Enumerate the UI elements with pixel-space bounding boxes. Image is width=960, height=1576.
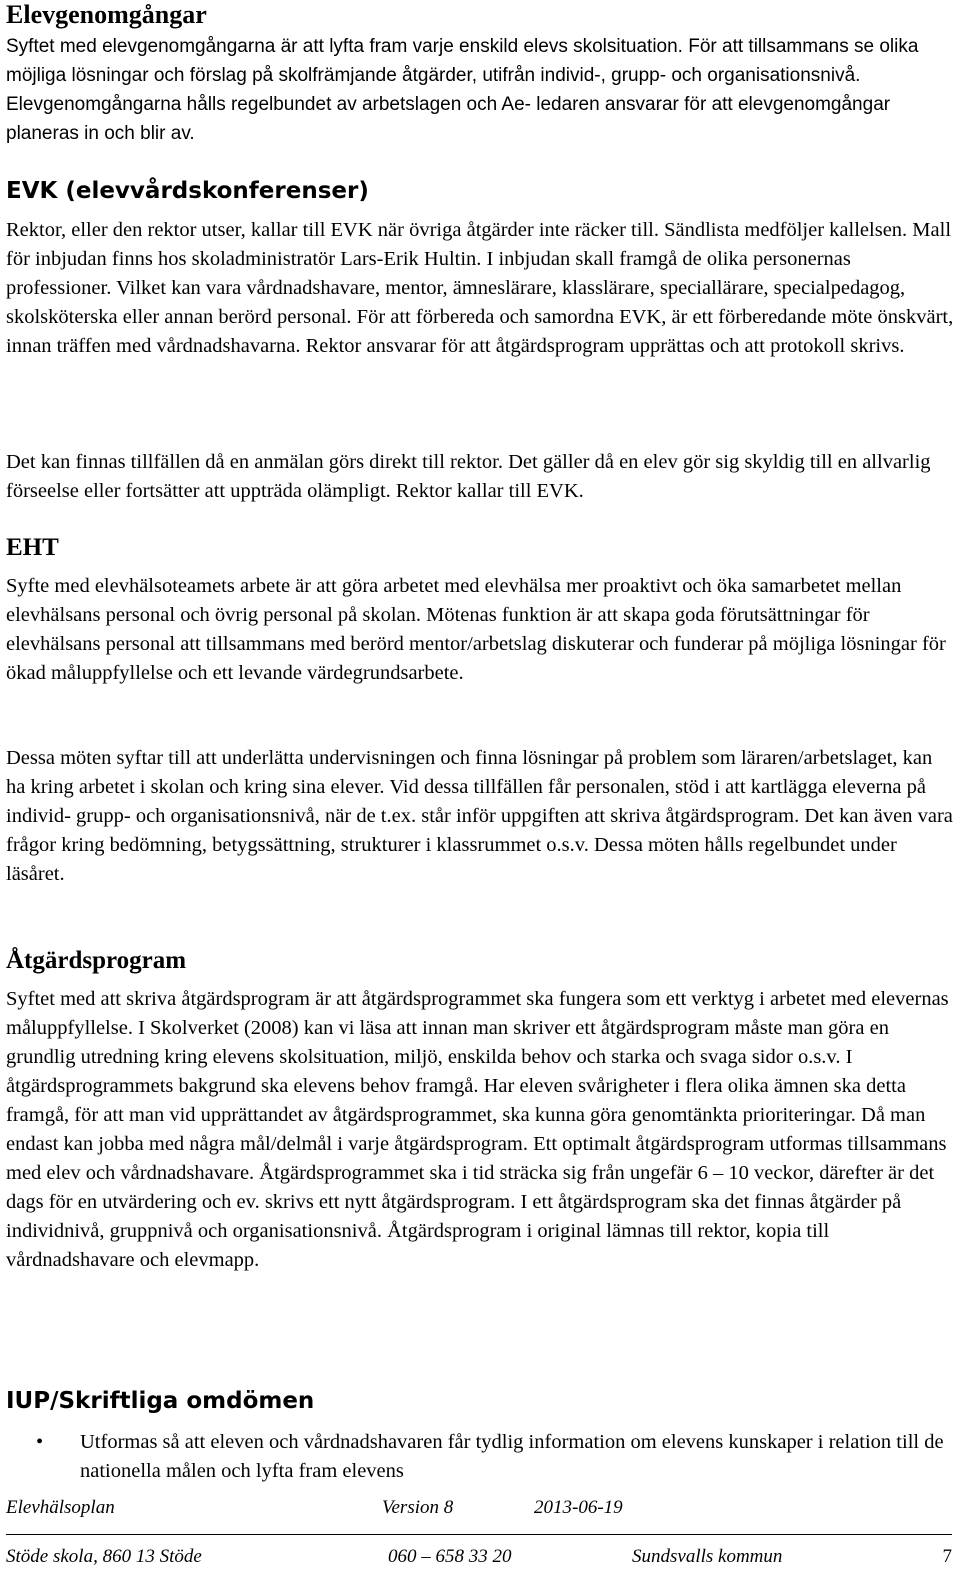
- footer-document-name: Elevhälsoplan: [6, 1497, 115, 1518]
- heading-iup: IUP/Skriftliga omdömen: [6, 1388, 315, 1414]
- paragraph-atgardsprogram: Syftet med att skriva åtgärdsprogram är att åtgärdsprogrammet ska fungera som ett verktyg i arbetet med elevernas måluppfyllelse. I Skolverket (2008) kan vi läsa att innan man skriver ett åtgärdsprogram måste man göra en grundlig utredning kring elevens skolsituation, miljö, enskilda behov och starka och svaga sidor o.s.v. I åtgärdsprogrammets bakgrund ska elevens behov framgå. Har eleven svårigheter i flera olika ämnen ska detta framgå, för att man vid upprättandet av åtgärdsprogrammet, ska kunna göra genomtänkta prioriteringar. Då man endast kan jobba med några mål/delmål i varje åtgärdsprogram. Ett optimalt åtgärdsprogram utformas tillsammans med elev och vårdnadshavare. Åtgärdsprogrammet ska i tid sträcka sig från ungefär 6 – 10 veckor, därefter är det dags för en utvärdering och ev. skrivs ett nytt åtgärdsprogram. I ett åtgärdsprogram ska det finnas åtgärder på individnivå, gruppnivå och organisationsnivå. Åtgärdsprogram i original lämnas till rektor, kopia till vårdnadshavare och elevmapp.: [6, 988, 949, 1271]
- paragraph-eht-2: Dessa möten syftar till att underlätta undervisningen och finna lösningar på problem som läraren/arbetslaget, kan ha kring arbetet i skolan och kring sina elever. Vid dessa tillfällen får personalen, stöd i att kartlägga eleverna på individ- grupp- och organisationsnivå, när de t.ex. står inför uppgiften att skriva åtgärdsprogram. Det kan även vara frågor kring bedömning, betygssättning, strukturer i klassrummet o.s.v. Dessa möten hålls regelbundet under läsåret.: [6, 747, 953, 885]
- footer-version: Version 8: [382, 1497, 454, 1518]
- heading-atgardsprogram: Åtgärdsprogram: [6, 947, 187, 974]
- paragraph-evk-1: Rektor, eller den rektor utser, kallar till EVK när övriga åtgärder inte räcker till. Sändlista medföljer kallelsen. Mall för inbjudan finns hos skoladministratör Lars-Erik Hultin. I inbjudan skall framgå de olika personernas professioner. Vilket kan vara vårdnadshavare, mentor, ämneslärare, klasslärare, speciallärare, specialpedagog, skolsköterska eller annan berörd personal. För att förbereda och samordna EVK, är ett förberedande möte önskvärt, innan träffen med vårdnadshavarna. Rektor ansvarar för att åtgärdsprogram upprättas och att protokoll skrivs.: [6, 219, 954, 357]
- heading-elevgenomgangar: Elevgenomgångar: [6, 0, 207, 29]
- heading-evk: EVK (elevvårdskonferenser): [6, 178, 369, 204]
- bullet-icon: •: [36, 1431, 44, 1453]
- footer-date: 2013-06-19: [534, 1497, 623, 1518]
- footer-address: Stöde skola, 860 13 Stöde: [6, 1546, 202, 1567]
- footer-phone: 060 – 658 33 20: [388, 1546, 512, 1567]
- heading-eht: EHT: [6, 534, 59, 561]
- footer-divider: [6, 1534, 952, 1535]
- list-item-text: Utformas så att eleven och vårdnadshavaren får tydlig information om elevens kunskaper i relation till de nationella målen och lyfta fram elevens: [80, 1431, 944, 1482]
- paragraph-elevgenomgangar: Syftet med elevgenomgångarna är att lyfta fram varje enskild elevs skolsituation. För att tillsammans se olika möjliga lösningar och förslag på skolfrämjande åtgärder, utifrån individ-, grupp- och organisationsnivå. Elevgenomgångarna hålls regelbundet av arbetslagen och Ae- ledaren ansvarar för att elevgenomgångar planeras in och blir av.: [6, 36, 919, 144]
- page-number: 7: [942, 1546, 952, 1567]
- footer-organization: Sundsvalls kommun: [632, 1546, 783, 1567]
- list-item: [6, 1428, 954, 1486]
- paragraph-evk-2: Det kan finnas tillfällen då en anmälan görs direkt till rektor. Det gäller då en elev gör sig skyldig till en allvarlig förseelse eller fortsätter att uppträda olämpligt. Rektor kallar till EVK.: [6, 451, 931, 502]
- paragraph-eht-1: Syfte med elevhälsoteamets arbete är att göra arbetet med elevhälsa mer proaktivt och öka samarbetet mellan elevhälsans personal och övrig personal på skolan. Mötenas funktion är att skapa goda förutsättningar för elevhälsans personal att tillsammans med berörd mentor/arbetslag diskuterar och funderar på möjliga lösningar för ökad måluppfyllelse och ett levande värdegrundsarbete.: [6, 575, 946, 684]
